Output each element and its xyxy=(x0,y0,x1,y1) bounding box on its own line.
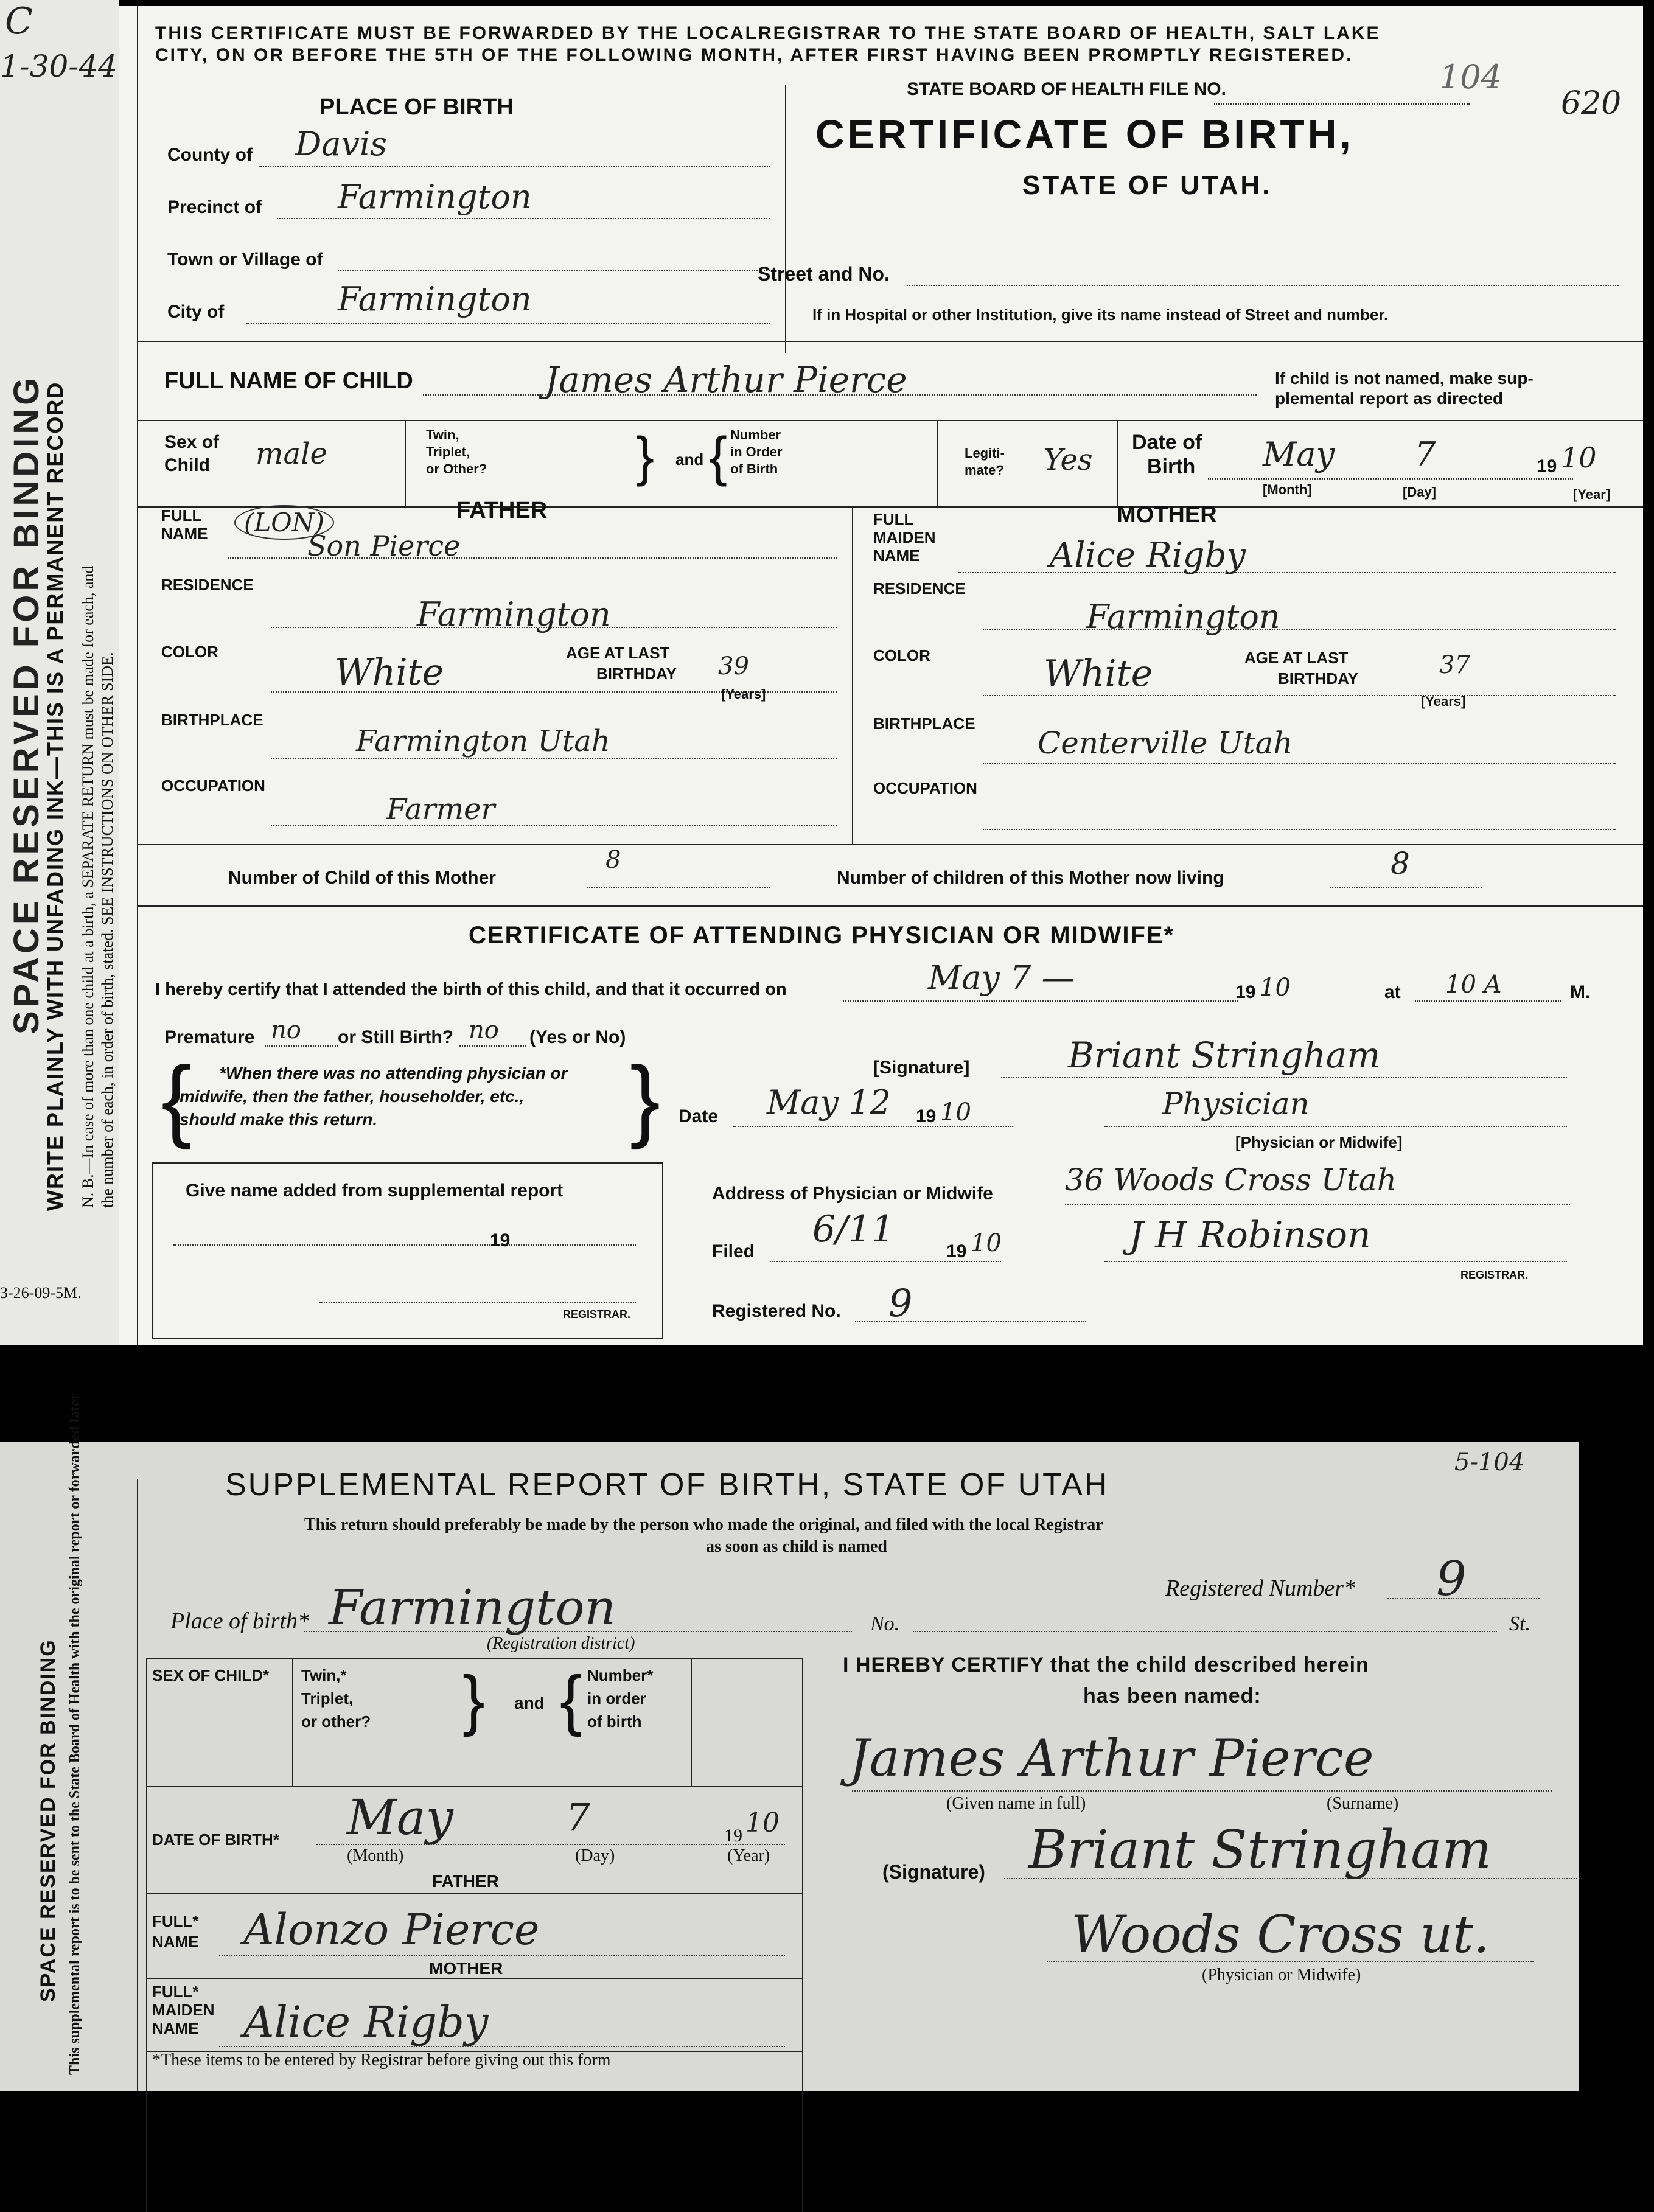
premature-value: no xyxy=(271,1016,301,1044)
supp-registration-district: (Registration district) xyxy=(487,1634,635,1653)
dob-year-suffix: 10 xyxy=(1561,441,1597,474)
precinct-label: Precinct of xyxy=(167,197,262,217)
supp-twin-label: Twin,* xyxy=(301,1666,347,1684)
registrar-label: REGISTRAR. xyxy=(1460,1269,1529,1281)
still-birth-value: no xyxy=(469,1016,499,1044)
file-no-value: 104 xyxy=(1439,58,1502,96)
date-value: May 12 xyxy=(767,1083,891,1122)
father-age-label: AGE AT LAST xyxy=(566,644,670,662)
supp-place-value: Farmington xyxy=(329,1579,616,1636)
date-year-suffix: 10 xyxy=(940,1098,971,1126)
twin-label: Twin, xyxy=(426,427,459,442)
yes-no-label: (Yes or No) xyxy=(529,1027,626,1047)
supp-dob-month: May xyxy=(347,1789,453,1846)
nb-note-1: N. B.—In case of more than one child at a birth, a SEPARATE RETURN must be made for each, and xyxy=(79,565,97,1208)
full-name-label: FULL NAME OF CHILD xyxy=(164,368,413,394)
dob-month: May xyxy=(1263,435,1335,473)
header-line-1: THIS CERTIFICATE MUST BE FORWARDED BY THE LOCALREGISTRAR TO THE STATE BOARD OF HEALTH, SALT LAKE xyxy=(155,23,1381,43)
supp-mother-heading: MOTHER xyxy=(429,1959,503,1978)
filed-label: Filed xyxy=(712,1241,755,1261)
supp-year-label: (Year) xyxy=(727,1846,770,1865)
corner-note-c: C xyxy=(5,0,33,43)
supp-father-heading: FATHER xyxy=(432,1872,499,1891)
dob-day: 7 xyxy=(1415,435,1436,473)
filed-value: 6/11 xyxy=(812,1208,895,1251)
certificate-sheet: THIS CERTIFICATE MUST BE FORWARDED BY THE LOCALREGISTRAR TO THE STATE BOARD OF HEALTH, SALT LAKE CITY, ON OR BEFORE THE 5TH OF THE FOLLOWING MONTH, AFTER FIRST HAVING BEEN PROMPTLY REGISTERED. STATE BOARD OF HEALTH FILE NO. 104 620 CERTIFICATE OF BIRTH, STATE OF UTAH. PLACE OF BIRTH County of Davis Precinct of Farmington Town or Village of City of Farmington Street and No. If in Hospital or other Institution, give its name instead of Street and number. FULL NAME OF CHILD James Arthur Pierce If child is not named, make sup- plemental report as directed Sex of Child male Twin, Triplet, or Other? } and { Number in Order of Birth Legiti- mate? Yes Date of Birth May 7 19 10 [Month] [Day] [Year] FATHER FULL NAME (LON) Son Pierce RESIDENCE Farmington COLOR White AGE AT LAST BIRTHDAY 39 [Years] BIRTHPLACE Farmington Utah OCCUPATION Farmer MOTHER FULL MAIDEN NAME Alice Rigby RESIDENCE Farmington COLOR White AGE AT LAST BIRTHDAY 37 [Years] BIRTHPLACE Centerville Utah OCCUPATION Number of Child of this Mother 8 Number of children of this Mother now living 8 CERTIFICATE OF ATTENDING PHYSICIAN OR MIDWIFE* I hereby certify that I attended the birth of this child, and that it occurred on May 7 — 19 10 at 10 A M. Premature no or Still Birth? no (Yes or No) { *When there was no attending physician or midwife, then the father, householder, etc., should make this return. } [Signature] Briant Stringham Date May 12 19 10 Physician [Physician or Midwife] Give name added from supplemental report 19 REGISTRAR. Address of Physician or Midwife 36 Woods Cross Utah Filed 6/11 19 10 J H Robinson REGISTRAR. Registered No. 9 xyxy=(119,6,1643,1345)
supp-mother-label: FULL* xyxy=(152,1983,199,2001)
date-year-prefix: 19 xyxy=(916,1106,937,1126)
reserved-binding-text: SPACE RESERVED FOR BINDING xyxy=(7,374,46,1034)
dob-label: Date of xyxy=(1132,431,1202,454)
father-birthplace-label: BIRTHPLACE xyxy=(161,711,263,729)
registered-label: Registered No. xyxy=(712,1301,841,1321)
city-label: City of xyxy=(167,302,225,322)
supp-brace-2: { xyxy=(560,1662,582,1737)
place-of-birth-heading: PLACE OF BIRTH xyxy=(319,94,514,120)
num-living-label: Number of children of this Mother now living xyxy=(837,868,1224,888)
supp-dob-year-suffix: 10 xyxy=(745,1807,780,1838)
sex-value: male xyxy=(256,437,327,471)
supp-mother-value: Alice Rigby xyxy=(243,1997,489,2047)
write-plainly-text: WRITE PLAINLY WITH UNFADING INK—THIS IS A PERMANENT RECORD xyxy=(43,381,68,1211)
mother-full-label: FULL xyxy=(873,510,914,528)
premature-label: Premature xyxy=(164,1027,255,1047)
supp-and-label: and xyxy=(514,1694,545,1712)
supp-registered-label: Registered Number* xyxy=(1165,1575,1356,1601)
supp-subtitle-1: This return should preferably be made by the person who made the original, and filed with the local Registrar xyxy=(304,1515,1103,1534)
and-label: and xyxy=(675,450,704,469)
occurred-time: 10 A xyxy=(1445,971,1502,999)
father-name-note: (LON) xyxy=(234,505,334,540)
supp-day-label: (Day) xyxy=(575,1846,615,1865)
physician-heading: CERTIFICATE OF ATTENDING PHYSICIAN OR MIDWIFE* xyxy=(469,922,1175,949)
city-value: Farmington xyxy=(338,280,532,318)
county-value: Davis xyxy=(295,125,387,163)
header-line-2: CITY, ON OR BEFORE THE 5TH OF THE FOLLOWING MONTH, AFTER FIRST HAVING BEEN PROMPTLY REGISTERED. xyxy=(155,45,1353,65)
at-label: at xyxy=(1384,982,1401,1002)
m-label: M. xyxy=(1570,982,1591,1002)
county-label: County of xyxy=(167,145,253,165)
father-color-value: White xyxy=(335,651,444,694)
father-heading: FATHER xyxy=(456,498,548,523)
supp-dob-label: DATE OF BIRTH* xyxy=(152,1830,279,1849)
mother-birthplace-label: BIRTHPLACE xyxy=(873,714,975,733)
corner-note-date: 1-30-44 xyxy=(0,49,117,84)
brace-1: } xyxy=(636,427,655,487)
supp-physician-label: (Physician or Midwife) xyxy=(1202,1966,1361,1984)
supp-sex-label: SEX OF CHILD* xyxy=(152,1666,270,1684)
father-color-label: COLOR xyxy=(161,643,218,661)
father-name-value: Son Pierce xyxy=(307,529,461,562)
day-label: [Day] xyxy=(1403,484,1437,500)
certify-text: I hereby certify that I attended the birth of this child, and that it occurred on xyxy=(155,980,787,999)
date-label: Date xyxy=(679,1106,719,1126)
number-label: Number xyxy=(730,427,781,442)
address-label: Address of Physician or Midwife xyxy=(712,1184,993,1204)
street-label: Street and No. xyxy=(758,263,890,285)
mother-residence-value: Farmington xyxy=(1086,598,1280,636)
supp-father-label: FULL* xyxy=(152,1912,199,1930)
legitimate-label: Legiti- xyxy=(965,445,1005,461)
supp-st-label: St. xyxy=(1509,1613,1530,1635)
supp-no-label: No. xyxy=(870,1613,900,1635)
father-occupation-value: Farmer xyxy=(386,792,495,826)
file-no-label: STATE BOARD OF HEALTH FILE NO. xyxy=(907,79,1226,99)
legitimate-value: Yes xyxy=(1044,443,1093,477)
dob-year-prefix: 19 xyxy=(1537,456,1557,476)
mother-color-value: White xyxy=(1044,652,1153,695)
num-child-value: 8 xyxy=(605,846,621,874)
supp-certify-1: I HEREBY CERTIFY that the child described herein xyxy=(843,1653,1369,1676)
supp-dob-year-prefix: 19 xyxy=(724,1826,742,1846)
supp-signature-value: Briant Stringham xyxy=(1028,1819,1492,1880)
address-value: 36 Woods Cross Utah xyxy=(1065,1162,1397,1198)
physician-or-midwife-label: [Physician or Midwife] xyxy=(1235,1133,1403,1151)
supp-certify-2: has been named: xyxy=(1083,1684,1261,1708)
supp-box-registrar: REGISTRAR. xyxy=(563,1308,631,1321)
note-line-2: midwife, then the father, householder, etc., xyxy=(180,1087,525,1106)
supp-address-value: Woods Cross ut. xyxy=(1071,1905,1490,1964)
supplemental-sheet: SPACE RESERVED FOR BINDING This supplemental report is to be sent to the State Board of Health with the original report or forwarded later SUPPLEMENTAL REPORT OF BIRTH, STATE OF UTAH 5-104 This return should preferably be made by the person who made the original, and filed with the local Registrar as soon as child is named Registered Number* 9 Place of birth* Farmington (Registration district) No. St. SEX OF CHILD* Twin,* Triplet, or other? } and { Number* in order of birth DATE OF BIRTH* May 7 19 10 (Month) (Day) (Year) FATHER FULL* NAME Alonzo Pierce MOTHER FULL* MAIDEN NAME Alice Rigby *These items to be entered by Registrar before giving out this form I HEREBY CERTIFY that the child described herein has been named: James Arthur Pierce (Given name in full) (Surname) (Signature) Briant Stringham Woods Cross ut. (Physician or Midwife) xyxy=(0,1442,1579,2091)
supp-given-label: (Given name in full) xyxy=(946,1794,1086,1813)
not-named-note-2: plemental report as directed xyxy=(1275,389,1504,408)
father-age-value: 39 xyxy=(718,652,749,680)
still-birth-label: or Still Birth? xyxy=(338,1027,453,1047)
mother-occupation-label: OCCUPATION xyxy=(873,779,977,797)
nb-note-2: the number of each, in order of birth, stated. SEE INSTRUCTIONS ON OTHER SIDE. xyxy=(99,652,116,1208)
supp-footnote: *These items to be entered by Registrar before giving out this form xyxy=(152,2051,611,2070)
margin-rule xyxy=(137,6,138,1345)
supp-place-label: Place of birth* xyxy=(170,1608,309,1634)
father-residence-label: RESIDENCE xyxy=(161,576,254,594)
mother-birthplace-value: Centerville Utah xyxy=(1038,725,1293,761)
supp-subtitle-2: as soon as child is named xyxy=(706,1537,887,1556)
supp-father-value: Alonzo Pierce xyxy=(243,1905,540,1955)
occurred-year-suffix: 10 xyxy=(1260,974,1291,1002)
signature-label: [Signature] xyxy=(873,1058,970,1078)
occurred-date: May 7 — xyxy=(928,958,1075,997)
mother-name-value: Alice Rigby xyxy=(1050,536,1246,575)
certificate-subtitle: STATE OF UTAH. xyxy=(1022,170,1272,200)
occurred-year-prefix: 19 xyxy=(1235,982,1256,1002)
brace-2: { xyxy=(709,427,728,487)
filed-year-prefix: 19 xyxy=(946,1241,967,1261)
supp-brace-1: } xyxy=(462,1662,485,1737)
note-line-1: *When there was no attending physician or xyxy=(219,1064,568,1083)
father-birthplace-value: Farmington Utah xyxy=(356,724,610,758)
form-code: 3-26-09-5M. xyxy=(0,1284,82,1302)
signature-value: Briant Stringham xyxy=(1068,1034,1381,1076)
num-child-label: Number of Child of this Mother xyxy=(228,868,496,888)
note-brace-right: } xyxy=(630,1047,661,1150)
not-named-note-1: If child is not named, make sup- xyxy=(1275,369,1534,388)
mother-years-label: [Years] xyxy=(1421,694,1466,709)
supp-title: SUPPLEMENTAL REPORT OF BIRTH, STATE OF UTAH xyxy=(225,1467,1109,1502)
supp-child-name: James Arthur Pierce xyxy=(849,1728,1374,1788)
supp-box-label: Give name added from supplemental report xyxy=(186,1181,564,1201)
note-line-3: should make this return. xyxy=(180,1110,378,1129)
father-residence-value: Farmington xyxy=(417,595,611,633)
year-label: [Year] xyxy=(1573,487,1611,502)
town-label: Town or Village of xyxy=(167,249,323,270)
hospital-note: If in Hospital or other Institution, give its name instead of Street and number. xyxy=(812,305,1389,324)
filed-year-suffix: 10 xyxy=(971,1229,1002,1257)
father-years-label: [Years] xyxy=(721,686,766,702)
note-brace-left: { xyxy=(161,1047,192,1150)
full-name-value: James Arthur Pierce xyxy=(545,359,907,400)
supp-signature-label: (Signature) xyxy=(882,1861,985,1883)
month-label: [Month] xyxy=(1263,482,1312,497)
physician-value: Physician xyxy=(1162,1086,1310,1122)
supp-corner-note: 5-104 xyxy=(1454,1448,1525,1476)
supp-number-label: Number* xyxy=(587,1666,654,1684)
mother-age-label: AGE AT LAST xyxy=(1244,649,1349,667)
supp-dob-day: 7 xyxy=(566,1795,590,1840)
mother-residence-label: RESIDENCE xyxy=(873,579,966,598)
father-full-label: FULL xyxy=(161,506,202,525)
father-occupation-label: OCCUPATION xyxy=(161,776,265,795)
supp-surname-label: (Surname) xyxy=(1327,1794,1399,1813)
certificate-title: CERTIFICATE OF BIRTH, xyxy=(815,111,1354,156)
registrar-signature: J H Robinson xyxy=(1129,1214,1371,1257)
supp-registered-value: 9 xyxy=(1436,1552,1467,1607)
supp-reserved-text: SPACE RESERVED FOR BINDING xyxy=(37,1639,60,2002)
supp-side-note: This supplemental report is to be sent to the State Board of Health with the original report or forwarded later xyxy=(67,1393,83,2075)
file-no-extra: 620 xyxy=(1561,85,1622,122)
mother-heading: MOTHER xyxy=(1117,502,1217,528)
sex-label: Sex of xyxy=(164,432,220,452)
precinct-value: Farmington xyxy=(338,178,532,216)
supp-box-year: 19 xyxy=(490,1230,511,1251)
mother-age-value: 37 xyxy=(1439,651,1470,679)
mother-color-label: COLOR xyxy=(873,646,930,665)
supp-month-label: (Month) xyxy=(347,1846,404,1865)
registered-value: 9 xyxy=(888,1281,913,1325)
num-living-value: 8 xyxy=(1391,846,1410,881)
